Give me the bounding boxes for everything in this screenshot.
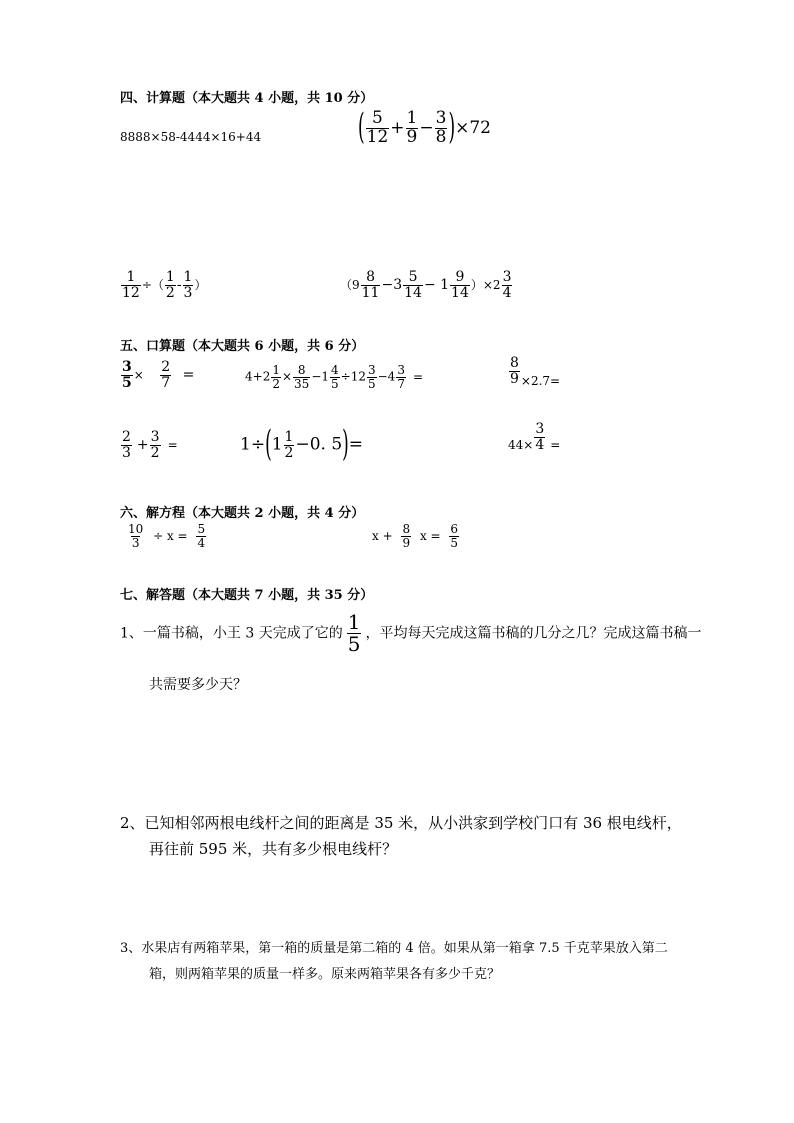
word-problem-1: 1、一篇书稿，小王 3 天完成了它的 $\frac{1}{5}$ ，平均每天完成这篇书稿的几分之几？完成这篇书稿一 共需要多少天？ <box>120 610 702 693</box>
fraction: $\frac{1}{12}$ <box>122 269 140 301</box>
fraction: $\frac{4}{5}$ <box>331 363 339 391</box>
calc-problem-3: $\frac{1}{12}$ ÷（ $\frac{1}{2}$ - $\frac{1}{3}$ ） <box>122 269 207 301</box>
fraction: $\frac{2}{3}$ <box>122 429 131 461</box>
equation-1: $\frac{10}{3}$ ÷ x = $\frac{5}{4}$ <box>128 522 206 550</box>
fraction: $\frac{9}{14}$ <box>451 269 469 301</box>
fraction: $\frac{8}{11}$ <box>361 269 380 301</box>
word-problem-2: 2、已知相邻两根电线杆之间的距离是 35 米，从小洪家到学校门口有 36 根电线杆， 再往前 595 米，共有多少根电线杆？ <box>120 814 682 858</box>
fraction: $\frac{1}{2}$ <box>165 269 175 301</box>
calc-problem-1: 8888×58-4444×16+44 <box>120 130 262 144</box>
fraction: $\frac{10}{3}$ <box>128 522 144 550</box>
section-4-heading: 四、计算题（本大题共 4 小题，共 10 分） <box>120 91 374 106</box>
calc-problem-4: （9 $\frac{8}{11}$ −3 $\frac{5}{14}$ − 1 $\frac{9}{14}$ ）×2 $\frac{3}{4}$ <box>340 269 512 301</box>
oral-problem-6: 44× $\frac{3}{4}$ = <box>508 421 561 453</box>
fraction: $\frac{3}{5}$ <box>367 363 376 391</box>
fraction: $\frac{3}{7}$ <box>397 363 405 391</box>
fraction: $\frac{2}{7}$ <box>161 359 171 391</box>
fraction: $\frac{8}{9}$ <box>510 355 519 387</box>
calc-problem-2: ( $\frac{5}{12}$ + $\frac{1}{9}$ − $\frac{3}{8}$ )×72 <box>358 107 491 150</box>
oral-problem-4: $\frac{2}{3}$ + $\frac{3}{2}$ = <box>122 429 178 461</box>
fraction: $\frac{3}{4}$ <box>535 421 545 453</box>
oral-problem-1: $\frac{3}{5}$ × $\frac{2}{7}$ = <box>122 359 195 391</box>
equation-2: x + $\frac{8}{9}$ x = $\frac{6}{5}$ <box>372 522 459 550</box>
fraction: $\frac{6}{5}$ <box>450 522 459 550</box>
fraction: $\frac{3}{5}$ <box>122 359 132 391</box>
fraction: $\frac{1}{5}$ <box>347 610 361 656</box>
fraction: $\frac{1}{2}$ <box>272 363 280 391</box>
fraction: $\frac{3}{8}$ <box>435 108 447 147</box>
fraction: $\frac{5}{14}$ <box>404 269 422 301</box>
section-6-heading: 六、解方程（本大题共 2 小题，共 4 分） <box>120 506 365 521</box>
fraction: $\frac{1}{3}$ <box>183 269 193 301</box>
fraction: $\frac{3}{2}$ <box>150 429 160 461</box>
section-5-heading: 五、口算题（本大题共 6 小题，共 6 分） <box>120 339 365 354</box>
word-problem-3: 3、水果店有两箱苹果，第一箱的质量是第二箱的 4 倍。如果从第一箱拿 7.5 千克苹果放入第二 箱，则两箱苹果的质量一样多。原来两箱苹果各有多少千克？ <box>120 941 668 982</box>
oral-problem-3: $\frac{8}{9}$ ×2.7= <box>510 355 561 389</box>
fraction: $\frac{5}{4}$ <box>197 522 206 550</box>
fraction: $\frac{8}{9}$ <box>402 522 411 550</box>
fraction: $\frac{3}{4}$ <box>502 269 512 301</box>
fraction: $\frac{1}{2}$ <box>284 429 294 461</box>
oral-problem-5: 1÷(1 $\frac{1}{2}$ −0. 5)= <box>240 424 364 467</box>
oral-problem-2: 4+2 $\frac{1}{2}$ × $\frac{8}{35}$ −1 $\frac{4}{5}$ ÷12 $\frac{3}{5}$ −4 $\frac{3}{7}$ = <box>245 363 424 391</box>
section-7-heading: 七、解答题（本大题共 7 小题，共 35 分） <box>120 588 374 603</box>
fraction: $\frac{8}{35}$ <box>294 363 310 391</box>
fraction: $\frac{1}{9}$ <box>406 108 418 147</box>
fraction: $\frac{5}{12}$ <box>366 108 389 147</box>
